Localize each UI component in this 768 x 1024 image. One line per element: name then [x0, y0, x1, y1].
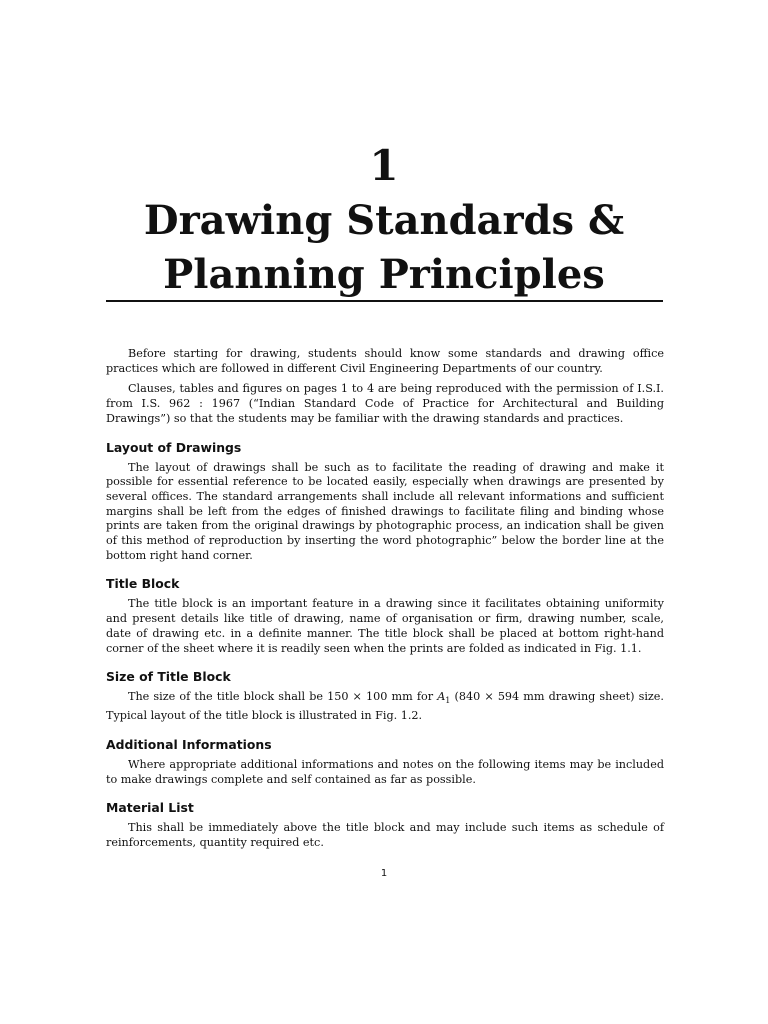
chapter-title-line-2: Planning Principles — [163, 251, 605, 298]
heading-title-block: Title Block — [106, 576, 180, 592]
chapter-title — [0, 194, 768, 302]
paragraph-layout-of-drawings: The layout of drawings shall be such as to facilitate the reading of drawing and make it possible for essential reference to be located easily, especially when drawings are presented by several offices. The standard arrangements shall include all relevant informations and sufficient margins shall be left from the edges of finished drawings to facilitate filing and binding whose prints are taken from the original drawings by photographic process, an indication shall be given of this method of reproduction by inserting the word photographic” below the border line at the bottom right hand corner. — [106, 460, 664, 562]
chapter-title-line-1: Drawing Standards & — [143, 197, 625, 244]
heading-additional-informations: Additional Informations — [106, 736, 272, 752]
size-text-before: The size of the title block shall be 150 × 100 mm for — [128, 690, 438, 704]
heading-size-of-title-block: Size of Title Block — [106, 669, 231, 685]
body-text — [106, 347, 664, 857]
size-text-after: (840 × 594 mm drawing sheet) size. Typical layout of the title block is illustrated in Fig. 1.2. — [106, 690, 664, 723]
paragraph-additional-informations: Where appropriate additional informations and notes on the following items may be included to make drawings complete and self contained as far as possible. — [106, 757, 664, 786]
chapter-number: 1 — [369, 141, 399, 190]
paragraph-title-block: The title block is an important feature in a drawing since it facilitates obtaining uniformity and present details like title of drawing, name of organisation or firm, drawing number, scale, date of drawing etc. in a definite manner. The title block shall be placed at bottom right-hand corner of the sheet where it is readily seen when the prints are folded as indicated in Fig. 1.1. — [106, 597, 664, 655]
heading-layout-of-drawings: Layout of Drawings — [106, 439, 242, 455]
title-divider — [106, 300, 663, 302]
page-number: 1 — [380, 868, 388, 879]
intro-paragraph-1: Before starting for drawing, students should know some standards and drawing office practices which are followed in different Civil Engineering Departments of our country. — [106, 347, 664, 375]
intro-paragraph-2: Clauses, tables and figures on pages 1 to 4 are being reproduced with the permission of I.S.I. from I.S. 962 : 1967 (“Indian Standard Code of Practice for Architectural and Building Drawings”) so that the students may be familiar with the drawing standards and practices. — [106, 382, 664, 425]
paragraph-size-of-title-block — [106, 690, 664, 724]
paragraph-material-list: This shall be immediately above the title block and may include such items as schedule of reinforcements, quantity required etc. — [106, 821, 664, 849]
heading-material-list: Material List — [106, 800, 194, 816]
sheet-size-symbol: A — [437, 690, 446, 704]
sheet-size-subscript: 1 — [445, 696, 451, 706]
